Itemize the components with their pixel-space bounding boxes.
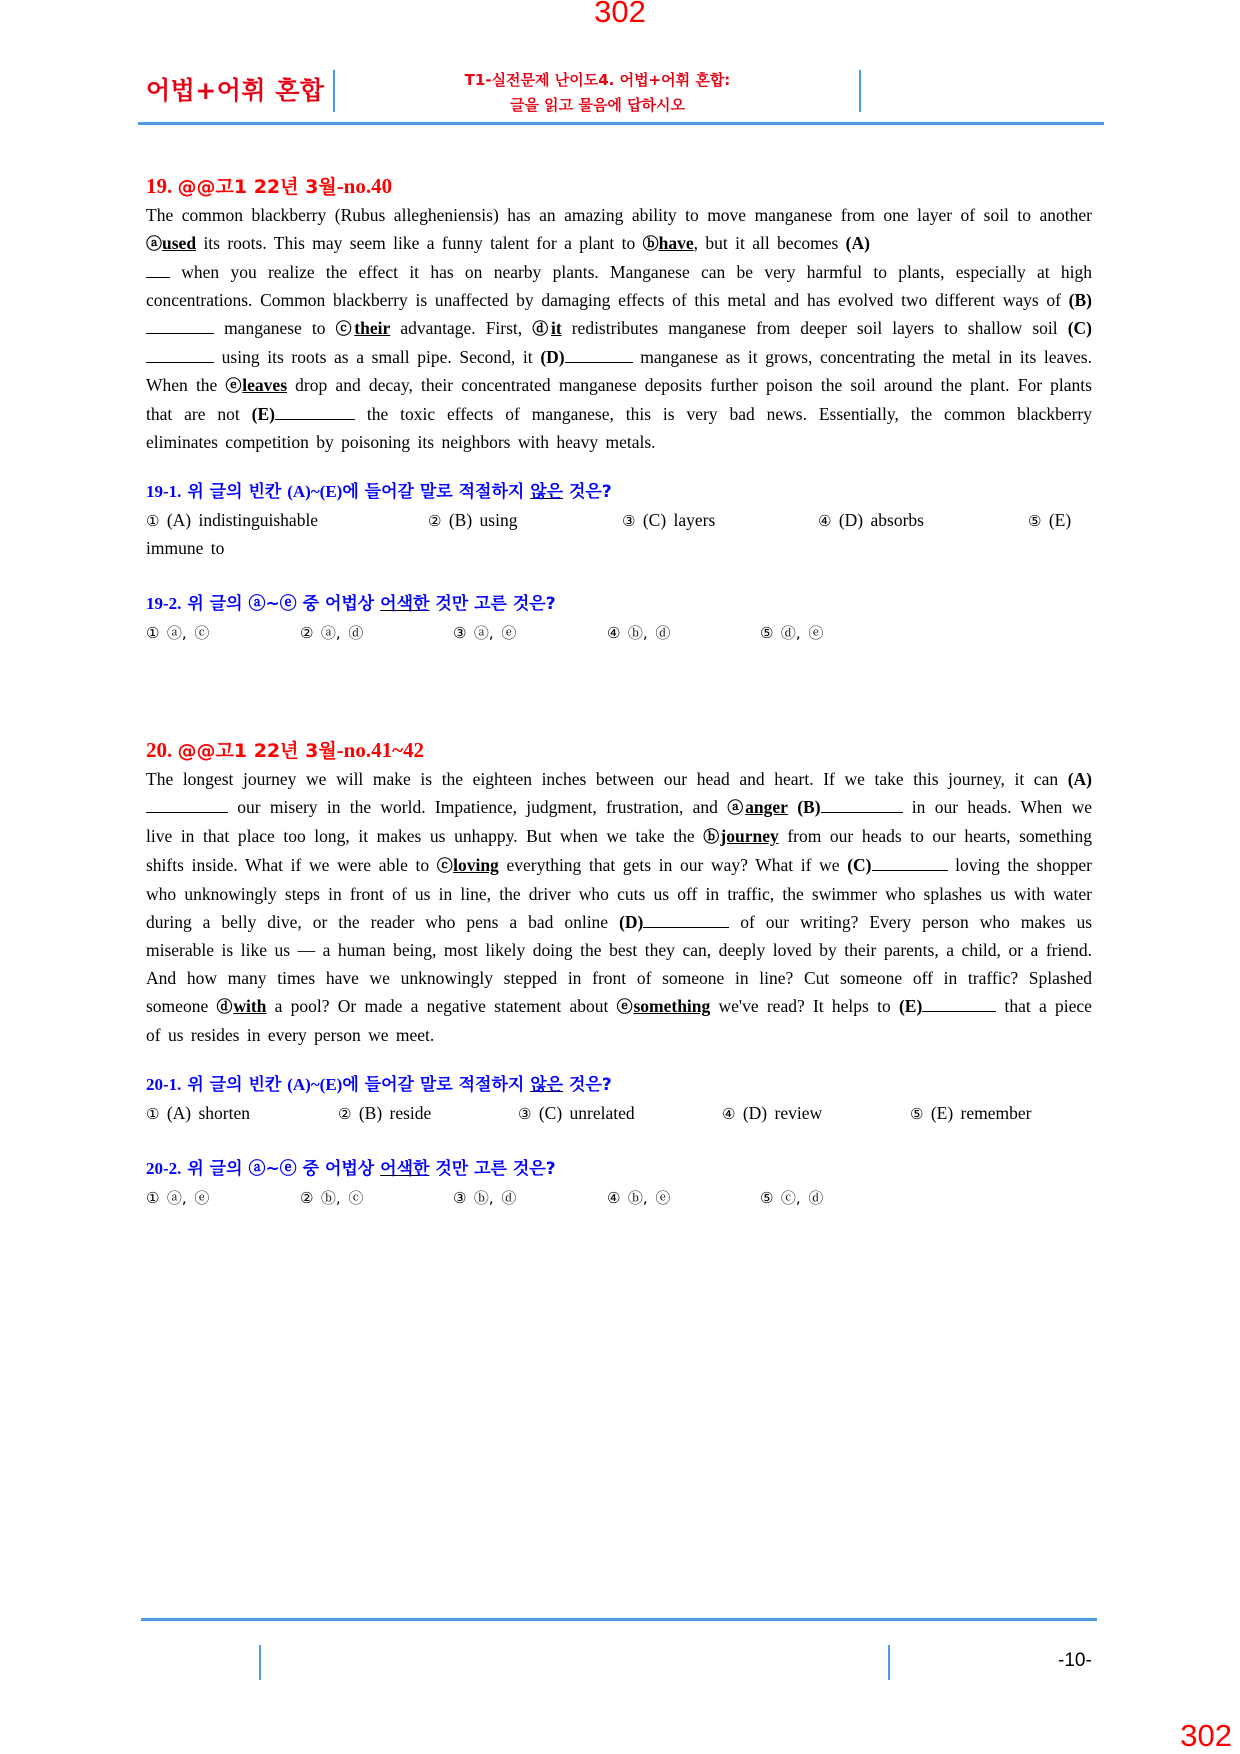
question-no: -no.41~42 xyxy=(336,738,425,762)
bottom-page-number: 302 xyxy=(1180,1718,1232,1753)
option-3[interactable]: ③ (C) unrelated xyxy=(518,1103,635,1123)
option-1[interactable]: ① (A) indistinguishable xyxy=(146,510,319,530)
question-19-title xyxy=(146,172,1092,201)
marker-e: ⓔ xyxy=(616,997,634,1016)
footer-rule xyxy=(141,1618,1097,1621)
header-rule xyxy=(138,122,1104,125)
question-20-2-prompt: 20-2. 위 글의 ⓐ~ⓔ 중 어법상 어색한 것만 고른 것은? xyxy=(146,1159,556,1179)
blank-label-D: (D) xyxy=(619,912,644,932)
question-19-1-options xyxy=(146,506,1092,534)
header-subtitle-line1: T1-실전문제 난이도4. 어법+어휘 혼합: xyxy=(464,71,731,89)
underlined-word-e: something xyxy=(633,996,711,1016)
top-page-number: 302 xyxy=(594,0,646,29)
marker-c: ⓒ xyxy=(335,319,355,338)
header-divider-right xyxy=(859,70,861,112)
option-1[interactable]: ① ⓐ, ⓔ xyxy=(146,1189,210,1207)
underlined-word-e: leaves xyxy=(242,375,288,395)
underlined-word-b: have xyxy=(658,233,694,253)
option-3[interactable]: ③ ⓑ, ⓓ xyxy=(453,1189,517,1207)
question-19-2-prompt: 19-2. 위 글의 ⓐ~ⓔ 중 어법상 어색한 것만 고른 것은? xyxy=(146,594,556,614)
page-header xyxy=(140,68,1104,124)
blank-C xyxy=(146,348,214,363)
question-20-passage: The longest journey we will make is the eighteen inches between our head and heart. If we take this journey, it can (A) our misery in the world. Impatience, judgment, frustration, and ⓐanger (B) in our heads. When we live in that place too long, it makes us unhappy. But when we take the ⓑjourney from our heads to our hearts, something shifts inside. What if we were able to ⓒloving everything that gets in our way? What if we (C) loving the shopper who unknowingly steps in front of us in line, the driver who cuts us off in traffic, the swimmer who splashes us with water during a belly dive, or the reader who pens a bad online (D) of our writing? Every person who makes us miserable is like us — a human being, most likely doing the best they can, deeply loved by their parents, a child, or a friend. And how many times have we unknowingly stepped in front of someone in line? Cut someone off in traffic? Splashed someone ⓓwith a pool? Or made a negative statement about ⓔsomething we've read? It helps to (E) that a piece of us resides in every person we meet. xyxy=(146,769,1093,1045)
option-1[interactable]: ① ⓐ, ⓒ xyxy=(146,624,210,642)
question-20 xyxy=(146,736,1092,1211)
underlined-word-d: it xyxy=(550,318,562,338)
question-source: @@고1 22년 3월 xyxy=(177,176,337,198)
blank-E xyxy=(275,405,355,420)
question-source: @@고1 22년 3월 xyxy=(177,740,337,762)
marker-a: ⓐ xyxy=(146,234,163,253)
option-2[interactable]: ② ⓑ, ⓒ xyxy=(300,1189,364,1207)
blank-label-A: (A) xyxy=(1067,769,1092,789)
blank-D xyxy=(643,913,729,928)
question-20-1-prompt: 20-1. 위 글의 빈칸 (A)~(E)에 들어갈 말로 적절하지 않은 것은? xyxy=(146,1075,612,1095)
underlined-word-c: their xyxy=(354,318,391,338)
question-19-1-prompt: 19-1. 위 글의 빈칸 (A)~(E)에 들어갈 말로 적절하지 않은 것은? xyxy=(146,482,612,502)
option-4[interactable]: ④ ⓑ, ⓓ xyxy=(607,624,671,642)
header-subtitle-line2: 글을 읽고 물음에 답하시오 xyxy=(509,96,686,114)
option-2[interactable]: ② (B) using xyxy=(428,510,518,530)
blank-B xyxy=(146,319,214,334)
option-5[interactable]: ⑤ (E) remember xyxy=(910,1103,1032,1123)
blank-label-E: (E) xyxy=(251,404,275,424)
footer-divider-right xyxy=(888,1645,890,1680)
marker-d: ⓓ xyxy=(532,319,551,338)
footer-divider-left xyxy=(259,1645,261,1680)
question-20-title xyxy=(146,736,1092,765)
option-4[interactable]: ④ ⓑ, ⓔ xyxy=(607,1189,671,1207)
blank-label-E: (E) xyxy=(898,996,923,1016)
blank-B xyxy=(821,798,903,813)
question-no: -no.40 xyxy=(336,174,393,198)
footer-page-label: -10- xyxy=(1058,1650,1092,1671)
marker-b: ⓑ xyxy=(642,234,659,253)
underlined-word-d: with xyxy=(233,996,267,1016)
underlined-word-a: anger xyxy=(745,797,788,817)
blank-A xyxy=(146,263,170,278)
header-title: 어법+어휘 혼합 xyxy=(146,76,325,105)
question-19-passage: The common blackberry (Rubus allegheniensis) has an amazing ability to move manganese from one layer of soil to another ⓐused its roots. This may seem like a funny talent for a plant to ⓑhave, but it all becomes (A) when you realize the effect it has on nearby plants. Manganese can be very harmful to plants, especially at high concentrations. Common blackberry is unaffected by damaging effects of this metal and has evolved two different ways of (B) manganese to ⓒtheir advantage. First, ⓓit redistributes manganese from deeper soil layers to shallow soil (C) using its roots as a small pipe. Second, it (D) manganese as it grows, concentrating the metal in its leaves. When the ⓔleaves drop and decay, their concentrated manganese deposits further poison the soil around the plant. For plants that are not (E) the toxic effects of manganese, this is very bad news. Essentially, the common blackberry eliminates competition by poisoning its neighbors with heavy metals. xyxy=(146,205,1093,452)
blank-C xyxy=(872,856,948,871)
marker-b: ⓑ xyxy=(703,827,721,846)
option-4[interactable]: ④ (D) absorbs xyxy=(818,510,924,530)
underlined-word-b: journey xyxy=(720,826,779,846)
option-5-wrap: immune to xyxy=(146,538,225,558)
question-19 xyxy=(146,172,1092,646)
blank-A xyxy=(146,798,228,813)
option-3[interactable]: ③ ⓐ, ⓔ xyxy=(453,624,517,642)
option-3[interactable]: ③ (C) layers xyxy=(622,510,716,530)
blank-E xyxy=(922,997,996,1012)
option-5[interactable]: ⑤ ⓒ, ⓓ xyxy=(760,1189,824,1207)
blank-D xyxy=(565,348,633,363)
blank-label-C: (C) xyxy=(1067,318,1092,338)
question-20-2-options xyxy=(146,1183,1092,1211)
underlined-word-a: used xyxy=(162,233,197,253)
question-20-1-options xyxy=(146,1099,1092,1127)
option-4[interactable]: ④ (D) review xyxy=(722,1103,823,1123)
question-number: 20. xyxy=(146,738,173,762)
marker-e: ⓔ xyxy=(225,376,243,395)
option-1[interactable]: ① (A) shorten xyxy=(146,1103,251,1123)
blank-label-C: (C) xyxy=(847,855,872,875)
header-subtitle xyxy=(336,68,859,118)
option-5[interactable]: ⑤ (E) xyxy=(1028,510,1072,530)
marker-c: ⓒ xyxy=(436,856,454,875)
question-number: 19. xyxy=(146,174,173,198)
option-5[interactable]: ⑤ ⓓ, ⓔ xyxy=(760,624,824,642)
question-19-2-options xyxy=(146,618,1092,646)
marker-d: ⓓ xyxy=(216,997,234,1016)
blank-label-A: (A) xyxy=(845,233,870,253)
underlined-word-c: loving xyxy=(453,855,499,875)
blank-label-B: (B) xyxy=(797,797,821,817)
header-divider-left xyxy=(333,70,335,112)
marker-a: ⓐ xyxy=(727,798,746,817)
option-2[interactable]: ② (B) reside xyxy=(338,1103,432,1123)
blank-label-B: (B) xyxy=(1068,290,1092,310)
blank-label-D: (D) xyxy=(540,347,565,367)
option-2[interactable]: ② ⓐ, ⓓ xyxy=(300,624,364,642)
